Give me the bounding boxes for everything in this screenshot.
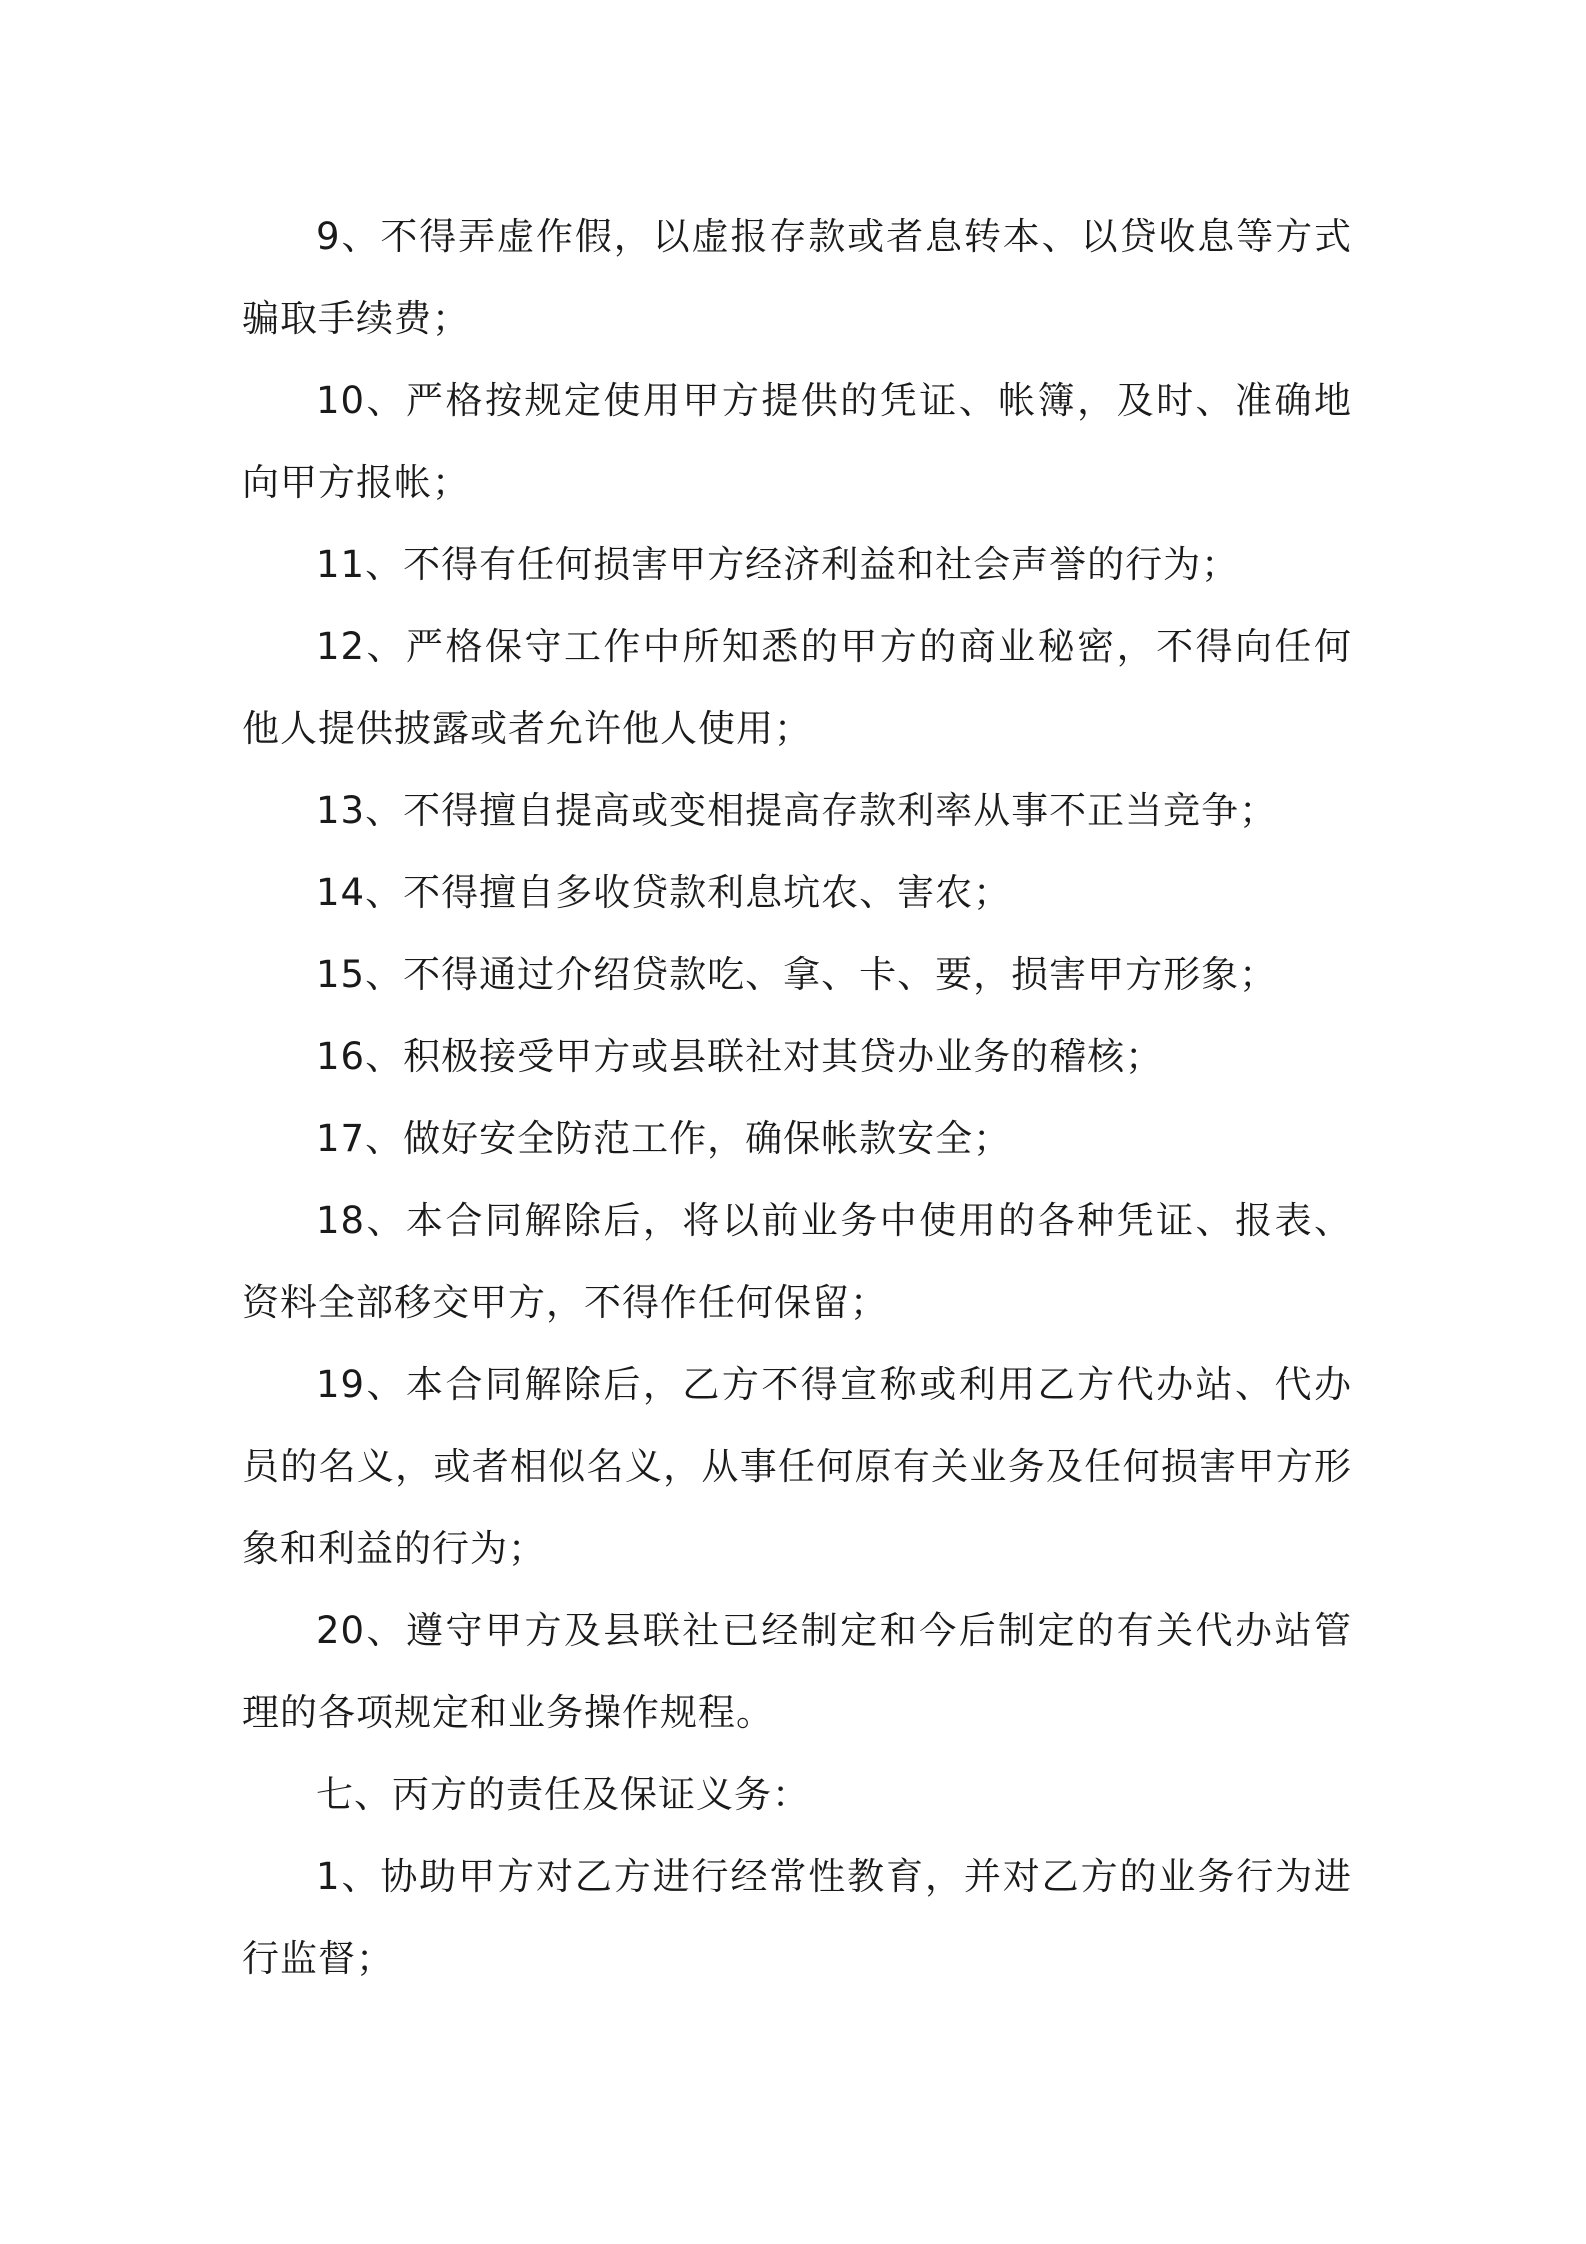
clause-20: 20、遵守甲方及县联社已经制定和今后制定的有关代办站管理的各项规定和业务操作规程。 — [242, 1609, 1352, 1734]
clause-19: 19、本合同解除后，乙方不得宣称或利用乙方代办站、代办员的名义，或者相似名义，从事任何原有关业务及任何损害甲方形象和利益的行为； — [242, 1363, 1352, 1570]
clause-10: 10、严格按规定使用甲方提供的凭证、帐簿，及时、准确地向甲方报帐； — [242, 379, 1352, 504]
clause-17: 17、做好安全防范工作，确保帐款安全； — [316, 1117, 1012, 1160]
document-body — [242, 196, 1352, 2000]
clause-13: 13、不得擅自提高或变相提高存款利率从事不正当竞争； — [316, 789, 1278, 832]
clause-11: 11、不得有任何损害甲方经济利益和社会声誉的行为； — [316, 543, 1240, 586]
clause-9: 9、不得弄虚作假，以虚报存款或者息转本、以贷收息等方式骗取手续费； — [242, 215, 1352, 340]
section-heading-7: 七、丙方的责任及保证义务： — [316, 1773, 810, 1816]
clause-16: 16、积极接受甲方或县联社对其贷办业务的稽核； — [316, 1035, 1164, 1078]
section-7-clause-1: 1、协助甲方对乙方进行经常性教育，并对乙方的业务行为进行监督； — [242, 1855, 1352, 1980]
clause-14: 14、不得擅自多收贷款利息坑农、害农； — [316, 871, 1012, 914]
clause-18: 18、本合同解除后，将以前业务中使用的各种凭证、报表、资料全部移交甲方，不得作任何保留； — [242, 1199, 1352, 1324]
clause-12: 12、严格保守工作中所知悉的甲方的商业秘密，不得向任何他人提供披露或者允许他人使用； — [242, 625, 1352, 750]
clause-15: 15、不得通过介绍贷款吃、拿、卡、要，损害甲方形象； — [316, 953, 1278, 996]
